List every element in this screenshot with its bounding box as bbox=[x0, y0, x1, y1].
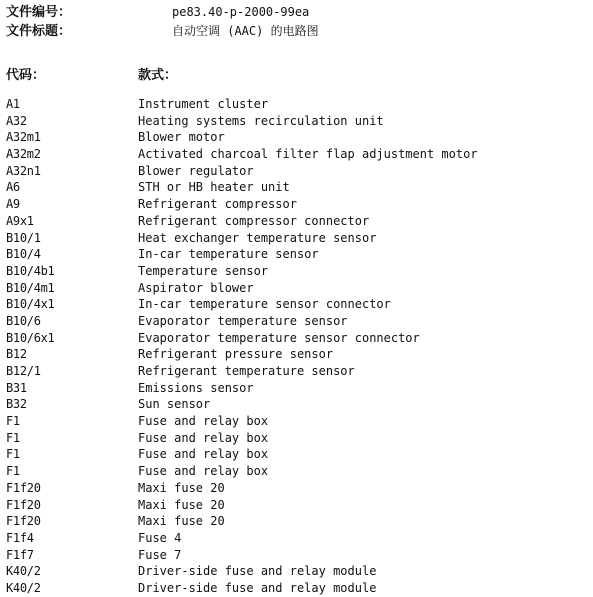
file-title-value: 自动空调 (AAC) 的电路图 bbox=[172, 24, 319, 38]
list-item bbox=[6, 179, 591, 196]
component-description: Heat exchanger temperature sensor bbox=[138, 230, 377, 245]
component-description: Refrigerant pressure sensor bbox=[138, 347, 334, 362]
component-description: Maxi fuse 20 bbox=[138, 514, 225, 529]
component-description: Blower regulator bbox=[138, 163, 254, 178]
component-code: A1 bbox=[6, 97, 20, 111]
list-item bbox=[6, 497, 591, 514]
list-item bbox=[6, 196, 591, 213]
list-item bbox=[6, 246, 591, 263]
code-column-header: 代码： bbox=[6, 68, 46, 83]
component-code: A6 bbox=[6, 180, 20, 195]
component-list bbox=[6, 96, 591, 597]
list-item bbox=[6, 430, 591, 447]
list-item bbox=[6, 230, 591, 247]
component-description: Refrigerant compressor bbox=[138, 197, 297, 212]
component-description: In-car temperature sensor bbox=[138, 247, 319, 262]
list-item bbox=[6, 280, 591, 297]
component-code: A32 bbox=[6, 113, 27, 128]
component-code: F1 bbox=[6, 430, 20, 445]
component-description: Emissions sensor bbox=[138, 380, 254, 395]
component-code: F1 bbox=[6, 464, 20, 479]
list-item bbox=[6, 547, 591, 564]
component-description: Aspirator blower bbox=[138, 280, 254, 295]
file-number-row bbox=[6, 4, 586, 23]
component-code: B10/4m1 bbox=[6, 280, 55, 295]
list-item bbox=[6, 296, 591, 313]
component-description: Fuse and relay box bbox=[138, 447, 269, 462]
component-description: Fuse 7 bbox=[138, 547, 182, 562]
component-description: Fuse and relay box bbox=[138, 464, 269, 479]
component-description: Maxi fuse 20 bbox=[138, 480, 225, 495]
component-description: Sun sensor bbox=[138, 397, 211, 412]
component-description: Activated charcoal filter flap adjustment motor bbox=[138, 147, 478, 162]
component-description: STH or HB heater unit bbox=[138, 180, 290, 195]
list-item bbox=[6, 413, 591, 430]
list-item bbox=[6, 146, 591, 163]
file-title-label: 文件标题： bbox=[6, 24, 72, 39]
component-description: Instrument cluster bbox=[138, 97, 269, 111]
component-code: B32 bbox=[6, 397, 27, 412]
component-description: Fuse and relay box bbox=[138, 430, 269, 445]
list-item bbox=[6, 96, 591, 113]
component-code: A32n1 bbox=[6, 163, 41, 178]
list-item bbox=[6, 129, 591, 146]
list-item bbox=[6, 463, 591, 480]
list-item bbox=[6, 113, 591, 130]
list-item bbox=[6, 480, 591, 497]
component-description: Fuse 4 bbox=[138, 530, 182, 545]
column-headers bbox=[6, 67, 586, 85]
component-code: B31 bbox=[6, 380, 27, 395]
list-item bbox=[6, 330, 591, 347]
component-description: Evaporator temperature sensor connector bbox=[138, 330, 420, 345]
component-code: F1f20 bbox=[6, 514, 41, 529]
list-item bbox=[6, 363, 591, 380]
file-number-label: 文件编号： bbox=[6, 5, 72, 20]
component-description: Evaporator temperature sensor bbox=[138, 313, 348, 328]
list-item bbox=[6, 313, 591, 330]
component-code: B10/1 bbox=[6, 230, 41, 245]
component-code: B12/1 bbox=[6, 364, 41, 378]
component-description: Fuse and relay box bbox=[138, 414, 269, 429]
component-description: Heating systems recirculation unit bbox=[138, 113, 384, 128]
list-item bbox=[6, 513, 591, 530]
component-code: F1 bbox=[6, 414, 20, 429]
component-code: B10/4b1 bbox=[6, 263, 55, 278]
component-code: A9x1 bbox=[6, 213, 34, 228]
list-item bbox=[6, 263, 591, 280]
component-code: F1f20 bbox=[6, 497, 41, 512]
file-title-row bbox=[6, 23, 586, 42]
component-description: Maxi fuse 20 bbox=[138, 497, 225, 512]
document-header bbox=[6, 4, 586, 42]
description-column-header: 款式： bbox=[138, 68, 178, 83]
component-code: K40/2 bbox=[6, 580, 41, 595]
component-code: A9 bbox=[6, 197, 20, 212]
component-description: Driver-side fuse and relay module bbox=[138, 580, 377, 595]
component-code: F1 bbox=[6, 447, 20, 462]
component-code: F1f20 bbox=[6, 480, 41, 495]
list-item bbox=[6, 580, 591, 597]
component-code: B10/4x1 bbox=[6, 297, 55, 312]
component-code: K40/2 bbox=[6, 564, 41, 579]
component-description: In-car temperature sensor connector bbox=[138, 297, 391, 312]
component-description: Refrigerant temperature sensor bbox=[138, 364, 355, 378]
component-code: B10/6x1 bbox=[6, 330, 55, 345]
component-description: Blower motor bbox=[138, 130, 225, 145]
component-code: F1f7 bbox=[6, 547, 34, 562]
component-code: B10/6 bbox=[6, 313, 41, 328]
list-item bbox=[6, 213, 591, 230]
list-item bbox=[6, 396, 591, 413]
list-item bbox=[6, 380, 591, 397]
list-item bbox=[6, 346, 591, 363]
component-code: A32m2 bbox=[6, 147, 41, 162]
component-code: B10/4 bbox=[6, 247, 41, 262]
list-item bbox=[6, 563, 591, 580]
list-item bbox=[6, 446, 591, 463]
component-description: Temperature sensor bbox=[138, 263, 269, 278]
component-description: Driver-side fuse and relay module bbox=[138, 564, 377, 579]
component-description: Refrigerant compressor connector bbox=[138, 213, 370, 228]
component-code: A32m1 bbox=[6, 130, 41, 145]
component-code: F1f4 bbox=[6, 530, 34, 545]
file-number-value: pe83.40-p-2000-99ea bbox=[172, 5, 310, 19]
component-code: B12 bbox=[6, 347, 27, 362]
list-item bbox=[6, 163, 591, 180]
list-item bbox=[6, 530, 591, 547]
